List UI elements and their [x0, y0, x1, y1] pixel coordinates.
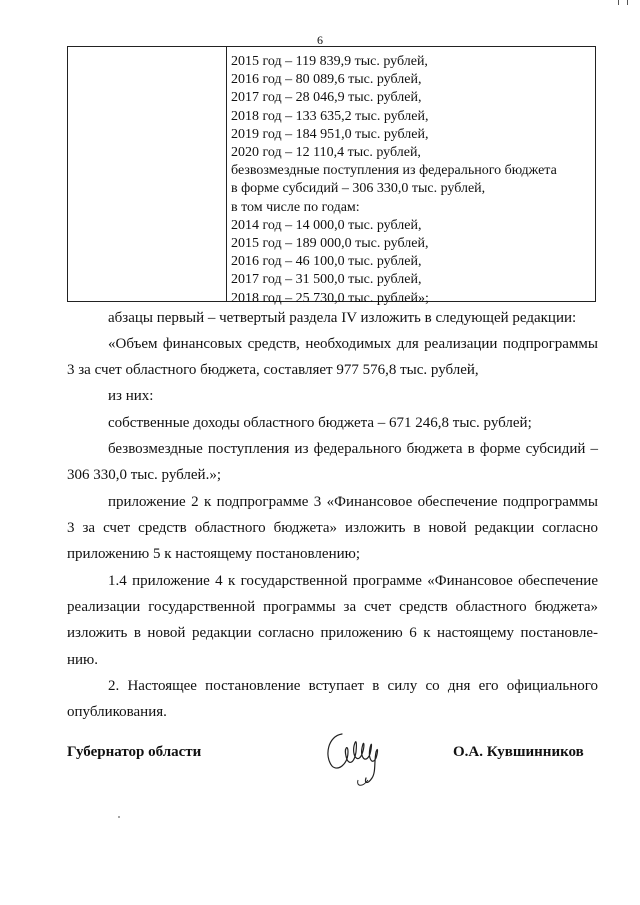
table-line: 2016 год – 80 089,6 тыс. рублей, [231, 72, 422, 88]
table-line: 2015 год – 119 839,9 тыс. рублей, [231, 54, 428, 69]
paragraph-volume-line2: 3 за счет областного бюджета, составляет 977 576,8 тыс. рублей, [67, 362, 479, 378]
paragraph-subsidies-line2: 306 330,0 тыс. рублей.»; [67, 467, 221, 483]
table-line: 2016 год – 46 100,0 тыс. рублей, [231, 254, 422, 270]
signatory-name: О.А. Кувшинников [453, 744, 584, 760]
paragraph-effective-line1: 2. Настоящее постановление вступает в силу со дня его официального [108, 678, 598, 694]
paragraph-14-line3: изложить в новой редакции согласно приложению 6 к настоящему постановле- [67, 625, 598, 641]
table-line: в том числе по годам: [231, 199, 360, 215]
paragraph-subsidies-line1: безвозмездные поступления из федерального бюджета в форме субсидий – [108, 441, 598, 457]
table-line: безвозмездные поступления из федерального бюджета [231, 163, 557, 179]
page-number: 6 [317, 33, 323, 47]
table-column-divider [226, 47, 227, 301]
scan-speck [118, 816, 120, 818]
table-line: 2020 год – 12 110,4 тыс. рублей, [231, 145, 421, 161]
table-line: 2018 год – 25 730,0 тыс. рублей»; [231, 290, 429, 306]
corner-mark [618, 0, 628, 5]
table-line: в форме субсидий – 306 330,0 тыс. рублей, [231, 181, 486, 197]
table-line: 2019 год – 184 951,0 тыс. рублей, [231, 126, 429, 142]
funding-table [67, 46, 596, 306]
table-line: 2014 год – 14 000,0 тыс. рублей, [231, 217, 422, 233]
paragraph-appendix2-line1: приложение 2 к подпрограмме 3 «Финансовое обеспечение подпрограммы [108, 494, 598, 510]
table-line: 2018 год – 133 635,2 тыс. рублей, [231, 108, 429, 124]
paragraph-of-them: из них: [108, 388, 154, 404]
paragraph-section-iv: абзацы первый – четвертый раздела IV изложить в следующей редакции: [108, 310, 577, 326]
paragraph-volume-line1: «Объем финансовых средств, необходимых для реализации подпрограммы [108, 336, 598, 352]
paragraph-appendix2-line3: приложению 5 к настоящему постановлению; [67, 546, 360, 562]
paragraph-effective-line2: опубликования. [67, 704, 167, 720]
table-line: 2015 год – 189 000,0 тыс. рублей, [231, 236, 429, 252]
table-line: 2017 год – 31 500,0 тыс. рублей, [231, 272, 422, 288]
handwritten-signature [318, 726, 388, 792]
table-line: 2017 год – 28 046,9 тыс. рублей, [231, 90, 422, 106]
funding-table-cell [231, 53, 595, 308]
signatory-title: Губернатор области [67, 744, 202, 760]
paragraph-14-line4: нию. [67, 652, 99, 668]
paragraph-14-line2: реализации государственной программы за счет средств областного бюджета» [67, 599, 598, 615]
paragraph-own-income: собственные доходы областного бюджета – 671 246,8 тыс. рублей; [108, 415, 532, 431]
paragraph-14-line1: 1.4 приложение 4 к государственной программе «Финансовое обеспечение [108, 573, 598, 589]
paragraph-appendix2-line2: 3 за счет средств областного бюджета» изложить в новой редакции согласно [67, 520, 598, 536]
